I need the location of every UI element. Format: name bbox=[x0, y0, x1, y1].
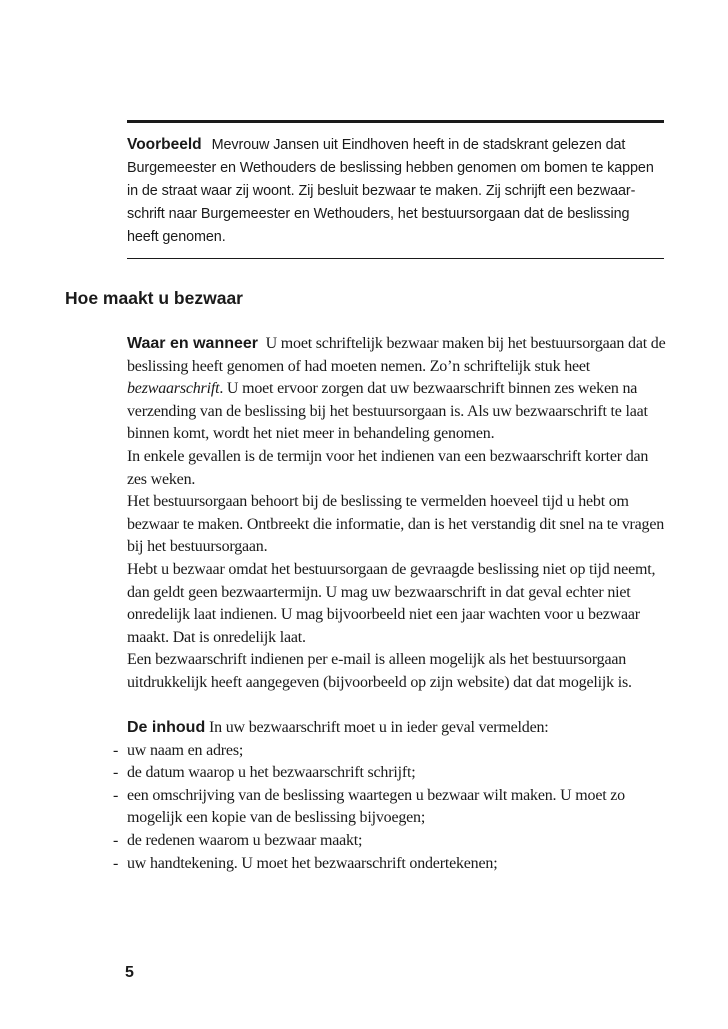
example-body: Mevrouw Jansen uit Eindhoven heeft in de stadskrant gelezen dat Burgemeester en Wethouders de beslissing hebben genomen om bomen te kappen in de straat waar zij woont. Zij besluit bezwaar te maken. Zij schrijft een bezwaarschrift naar Burgemeester en Wethouders, het bestuursorgaan dat de beslissing heeft genomen. bbox=[127, 137, 654, 245]
page-number: 5 bbox=[125, 964, 134, 981]
list-item bbox=[113, 762, 667, 785]
list-bullet: - bbox=[113, 741, 119, 759]
paragraph-waar-en-wanneer bbox=[127, 333, 667, 446]
list-item-text: de datum waarop u het bezwaarschrift schrijft; bbox=[127, 764, 416, 782]
example-label: Voorbeeld bbox=[127, 136, 202, 153]
spacer bbox=[127, 695, 667, 718]
list-item bbox=[113, 740, 667, 763]
run-in-heading-waar-en-wanneer: Waar en wanneer bbox=[127, 335, 259, 352]
paragraph-vermelding: Het bestuursorgaan behoort bij de beslissing te vermelden hoeveel tijd u hebt om bezwaar te maken. Ontbreekt die informatie, dan is het verstandig dit snel na te vragen bij het bestuursorgaan. bbox=[127, 493, 665, 556]
list-bullet: - bbox=[113, 786, 119, 804]
section-heading: Hoe maakt u bezwaar bbox=[65, 288, 243, 308]
paragraph-termijn: In enkele gevallen is de termijn voor het indienen van een bezwaarschrift korter dan zes weken. bbox=[127, 447, 649, 488]
list-item bbox=[113, 830, 667, 853]
emphasis-term: bezwaarschrift bbox=[127, 380, 220, 398]
requirements-list bbox=[113, 740, 667, 876]
example-box bbox=[127, 120, 664, 259]
list-item bbox=[113, 853, 667, 876]
list-bullet: - bbox=[113, 854, 119, 872]
paragraph-inhoud bbox=[127, 717, 667, 740]
paragraph-text: In uw bezwaarschrift moet u in ieder geval vermelden: bbox=[209, 719, 549, 737]
paragraph-text: U moet schriftelijk bezwaar maken bij het bestuursorgaan dat de beslissing heeft genomen of had moeten nemen. Zo’n schriftelijk stuk heet bbox=[127, 335, 666, 375]
example-text bbox=[127, 133, 664, 249]
list-item bbox=[113, 785, 667, 830]
paragraph-email: Een bezwaarschrift indienen per e-mail is alleen mogelijk als het bestuursorgaan uitdrukkelijk heeft aangegeven (bijvoorbeeld op zijn website) dat dat mogelijk is. bbox=[127, 651, 632, 691]
list-item-text: uw naam en adres; bbox=[127, 741, 244, 759]
list-bullet: - bbox=[113, 764, 119, 782]
run-in-heading-de-inhoud: De inhoud bbox=[127, 719, 206, 737]
body-content bbox=[113, 333, 667, 875]
list-item-text: een omschrijving van de beslissing waartegen u bezwaar wilt maken. U moet zo mogelijk een kopie van de beslissing bijvoegen; bbox=[127, 786, 625, 827]
list-item-text: uw handtekening. U moet het bezwaarschrift ondertekenen; bbox=[127, 854, 498, 872]
list-item-text: de redenen waarom u bezwaar maakt; bbox=[127, 832, 363, 850]
paragraph-niet-op-tijd: Hebt u bezwaar omdat het bestuursorgaan de gevraagde beslissing niet op tijd neemt, dan geldt geen bezwaartermijn. U mag uw bezwaarschrift in dat geval echter niet onredelijk laat indienen. U mag bijvoorbeeld niet een jaar wachten voor u bezwaar maakt. Dat is onredelijk laat. bbox=[127, 560, 656, 646]
paragraph-text: . U moet ervoor zorgen dat uw bezwaarschrift binnen zes weken na verzending van de beslissing bij het bestuursorgaan is. Als uw bezwaarschrift te laat binnen komt, wordt het niet meer in behandeling genomen. bbox=[127, 380, 648, 443]
list-bullet: - bbox=[113, 832, 119, 850]
